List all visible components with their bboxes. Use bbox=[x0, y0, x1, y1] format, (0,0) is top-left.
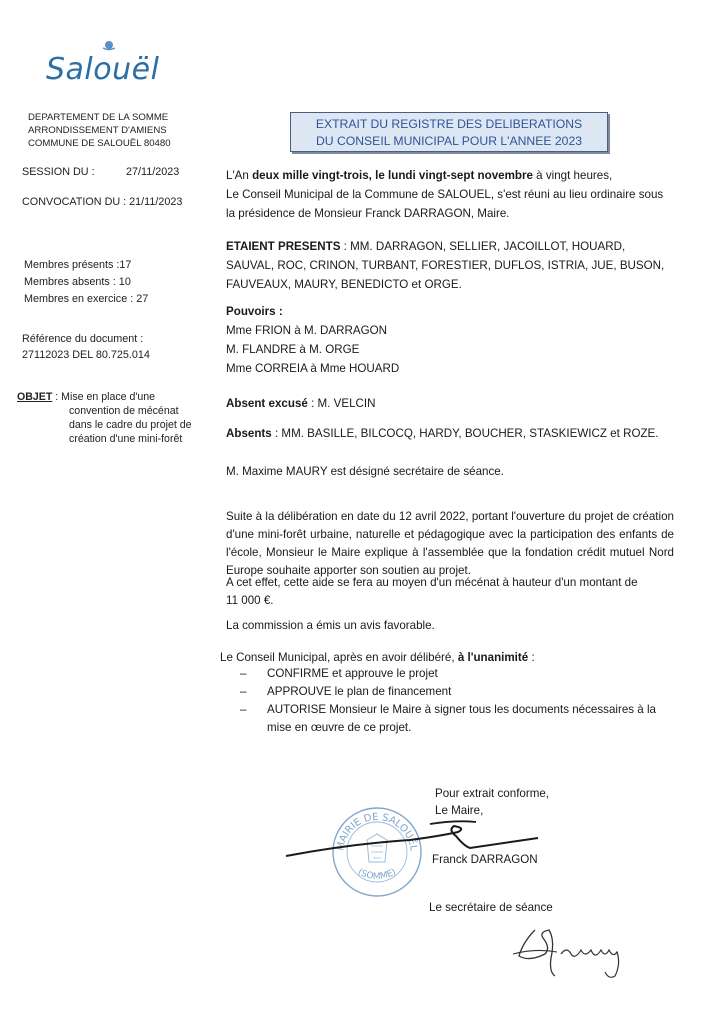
decision-item bbox=[240, 683, 680, 701]
absent-excused-value: : M. VELCIN bbox=[307, 397, 376, 410]
stamp-top-text: MAIRIE DE SALOUËL bbox=[335, 811, 419, 852]
intro-text: L'An bbox=[226, 169, 253, 182]
decision-text: APPROUVE le plan de financement bbox=[267, 685, 452, 698]
absents-label: Absents bbox=[226, 427, 272, 440]
commission-opinion: La commission a émis un avis favorable. bbox=[226, 619, 435, 632]
secretary-signature-icon bbox=[505, 918, 645, 984]
commune-logo bbox=[42, 38, 162, 93]
objet-description: convention de mécénat dans le cadre du projet de création d'une mini-forêt bbox=[69, 405, 192, 445]
funding-paragraph bbox=[226, 574, 674, 610]
decision-text: AUTORISE Monsieur le Maire à signer tous les documents nécessaires à la mise en œuvre de ce projet. bbox=[267, 703, 656, 734]
funding-amount: 11 000 €. bbox=[226, 594, 274, 607]
meeting-date: deux mille vingt-trois, le lundi vingt-sept novembre bbox=[252, 169, 533, 182]
document-reference bbox=[22, 331, 150, 363]
dash: – bbox=[240, 703, 247, 716]
session-value: 27/11/2023 bbox=[126, 166, 180, 178]
certification-line: Pour extrait conforme, bbox=[435, 787, 550, 800]
decision-colon: : bbox=[528, 651, 535, 664]
meeting-intro bbox=[226, 166, 674, 223]
reference-label: Référence du document : bbox=[22, 333, 144, 345]
deliberation-context: Suite à la délibération en date du 12 avril 2022, portant l'ouverture du projet de création d'une mini-forêt urbaine, naturelle et pédagogique avec la participation des enfants de l'école, Monsieur le Maire explique à l'assemblée que la fondation crédit mutuel Nord Europe souhaite apporter son soutien au projet. bbox=[226, 510, 674, 577]
decision-list bbox=[240, 665, 680, 737]
absents-value: : MM. BASILLE, BILCOCQ, HARDY, BOUCHER, STASKIEWICZ et ROZE. bbox=[271, 427, 659, 440]
funding-line-1: A cet effet, cette aide se fera au moyen d'un mécénat à hauteur d'un montant de bbox=[226, 576, 638, 589]
secretary-label: Le secrétaire de séance bbox=[429, 901, 553, 914]
members-total: Membres en exercice : 27 bbox=[24, 293, 149, 305]
stamp-bottom-text: (SOMME) bbox=[356, 867, 398, 883]
mayor-name: Franck DARRAGON bbox=[432, 853, 538, 866]
title-line-1: EXTRAIT DU REGISTRE DES DELIBERATIONS bbox=[315, 117, 583, 131]
meeting-time: à vingt heures, bbox=[532, 169, 613, 182]
mayor-title: Le Maire, bbox=[435, 804, 484, 817]
commune-line: COMMUNE DE SALOUËL 80480 bbox=[28, 138, 171, 149]
session-label: SESSION DU : bbox=[22, 166, 95, 178]
dash: – bbox=[240, 685, 247, 698]
certification bbox=[435, 785, 549, 819]
pouvoirs-block bbox=[226, 302, 674, 378]
session-secretary: M. Maxime MAURY est désigné secrétaire de séance. bbox=[226, 465, 504, 478]
department-line: DEPARTEMENT DE LA SOMME bbox=[28, 112, 169, 123]
title-line-2: DU CONSEIL MUNICIPAL POUR L'ANNEE 2023 bbox=[315, 134, 582, 148]
dash: – bbox=[240, 667, 247, 680]
present-members bbox=[226, 237, 674, 294]
pouvoir-item: Mme CORREIA à Mme HOUARD bbox=[226, 362, 400, 375]
pouvoir-item: Mme FRION à M. DARRAGON bbox=[226, 324, 388, 337]
present-label: ETAIENT PRESENTS bbox=[226, 240, 341, 253]
pouvoir-item: M. FLANDRE à M. ORGE bbox=[226, 343, 360, 356]
objet-label: OBJET bbox=[17, 391, 53, 403]
members-present: Membres présents :17 bbox=[24, 259, 132, 271]
arrondissement-line: ARRONDISSEMENT D'AMIENS bbox=[28, 125, 167, 136]
reference-value: 27112023 DEL 80.725.014 bbox=[22, 349, 150, 361]
logo-text: Salouël bbox=[46, 52, 160, 87]
absents bbox=[226, 424, 674, 443]
members-absent: Membres absents : 10 bbox=[24, 276, 131, 288]
convocation-date: CONVOCATION DU : 21/11/2023 bbox=[22, 196, 183, 208]
department-block bbox=[28, 111, 171, 150]
decision-intro: Le Conseil Municipal, après en avoir délibéré, bbox=[220, 651, 458, 664]
absent-excused bbox=[226, 394, 674, 413]
absent-excused-label: Absent excusé bbox=[226, 397, 308, 410]
decision-text: CONFIRME et approuve le projet bbox=[267, 667, 438, 680]
unanimity: à l'unanimité bbox=[457, 651, 529, 664]
present-list: : MM. DARRAGON, SELLIER, JACOILLOT, HOUARD, SAUVAL, ROC, CRINON, TURBANT, FORESTIER, DUFLOS, ISTRIA, JUE, BUSON, FAUVEAUX, MAURY, BENEDICTO et ORGE. bbox=[226, 240, 665, 291]
intro-line-3: la présidence de Monsieur Franck DARRAGON, Maire. bbox=[226, 207, 510, 220]
session-date bbox=[22, 166, 180, 178]
members-block bbox=[24, 257, 148, 308]
intro-line-2: Le Conseil Municipal de la Commune de SALOUEL, s'est réuni au lieu ordinaire sous bbox=[226, 188, 664, 201]
objet-block bbox=[17, 390, 192, 445]
decision-item bbox=[240, 701, 680, 737]
objet-first-line: : Mise en place d'une bbox=[52, 391, 156, 403]
document-title-box bbox=[290, 112, 608, 152]
decision-item bbox=[240, 665, 680, 683]
pouvoirs-label: Pouvoirs : bbox=[226, 305, 283, 318]
